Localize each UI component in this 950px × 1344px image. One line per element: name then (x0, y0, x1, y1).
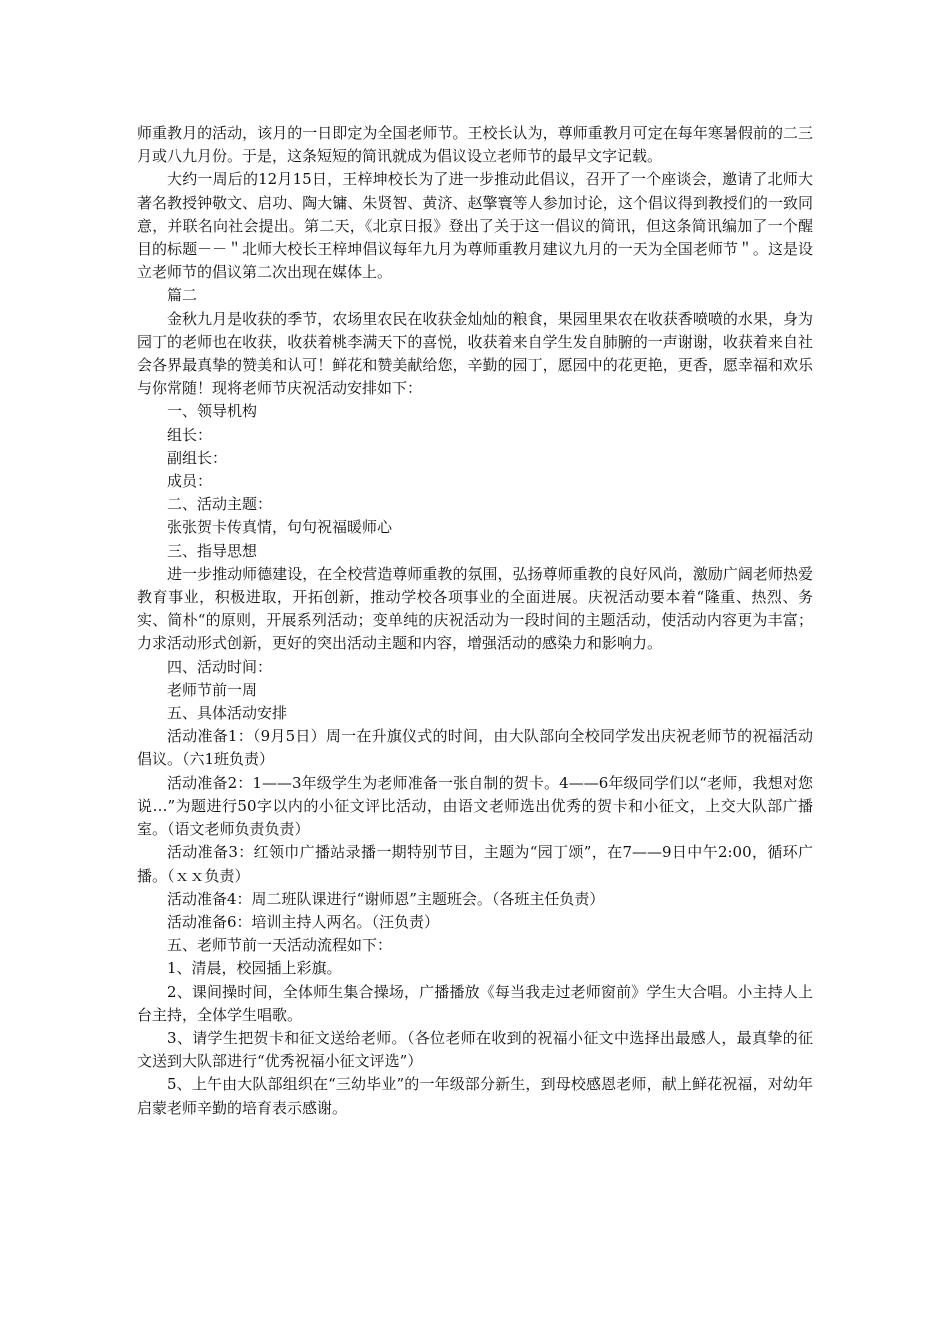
heading-activity-time: 四、活动时间： (167, 657, 273, 676)
flow-item-5: 5、上午由大队部组织在“三幼毕业”的一年级部分新生，到母校感恩老师，献上鲜花祝福，对幼年启蒙老师辛勤的培育表示感谢。 (137, 1075, 813, 1117)
flow-item-2: 2、课间操时间，全体师生集合操场，广播播放《每当我走过老师窗前》学生大合唱。小主持人上台主持，全体学生唱歌。 (137, 982, 813, 1024)
heading-day-before-flow: 五、老师节前一天活动流程如下： (167, 936, 393, 955)
item-members: 成员： (167, 472, 213, 491)
theme-text: 张张贺卡传真情，句句祝福暖师心 (167, 518, 393, 537)
preparation-item-3: 活动准备3：红领巾广播站录播一期特别节目，主题为“园丁颂”，在7——9日中午2:00，循环广播。（ｘｘ负责） (137, 843, 813, 885)
heading-theme: 二、活动主题： (167, 495, 273, 514)
item-team-leader: 组长： (167, 425, 213, 444)
item-deputy-leader: 副组长： (167, 448, 228, 467)
flow-item-3: 3、请学生把贺卡和征文送给老师。（各位老师在收到的祝福小征文中选择出最感人，最真挚的征文送到大队部进行“优秀祝福小征文评选”） (137, 1028, 813, 1071)
preparation-item-2: 活动准备2：1——3年级学生为老师准备一张自制的贺卡。4——6年级同学们以“老师，我想对您说…”为题进行50字以内的小征文评比活动，由语文老师选出优秀的贺卡和小征文，上交大队部广播室。（语文老师负责负责） (137, 773, 813, 839)
flow-item-1: 1、清晨，校园插上彩旗。 (167, 959, 342, 978)
preparation-item-4: 活动准备4：周二班队课进行“谢师恩”主题班会。（各班主任负责） (167, 889, 605, 908)
preparation-item-6: 活动准备6：培训主持人两名。（汪负责） (167, 912, 440, 931)
document-page (137, 122, 813, 1120)
preparation-item-1: 活动准备1：（9月5日）周一在升旗仪式的时间，由大队部向全校同学发出庆祝老师节的祝福活动倡议。（六1班负责） (137, 727, 813, 769)
heading-guiding-idea: 三、指导思想 (167, 541, 258, 560)
paragraph-guiding-idea: 进一步推动师德建设，在全校营造尊师重教的氛围，弘扬尊师重教的良好风尚，激励广阔老师热爱教育事业，积极进取，开拓创新，推动学校各项事业的全面进展。庆祝活动要本着“隆重、热烈、务实、简朴“的原则，开展系列活动；变单纯的庆祝活动为一段时间的主题活动，使活动内容更为丰富；力求活动形式创新，更好的突出活动主题和内容，增强活动的感染力和影响力。 (137, 564, 813, 653)
paragraph-continuation: 师重教月的活动，该月的一日即定为全国老师节。王校长认为，尊师重教月可定在每年寒暑假前的二三月或八九月份。于是，这条短短的简讯就成为倡议设立老师节的最早文字记载。 (137, 124, 813, 166)
section-heading-part-two: 篇二 (167, 286, 198, 305)
paragraph-introduction: 金秋九月是收获的季节，农场里农民在收获金灿灿的粮食，果园里果农在收获香喷喷的水果，身为园丁的老师也在收获，收获着桃李满天下的喜悦，收获着来自学生发自肺腑的一声谢谢，收获着来自社会各界最真挚的赞美和认可！鲜花和赞美献给您，辛勤的园丁，愿园中的花更艳，更香，愿幸福和欢乐与你常随！现将老师节庆祝活动安排如下： (137, 309, 813, 398)
heading-leadership: 一、领导机构 (167, 402, 258, 421)
heading-activity-arrangement: 五、具体活动安排 (167, 704, 288, 723)
activity-time-text: 老师节前一周 (167, 680, 258, 699)
paragraph-proposal-history: 大约一周后的12月15日，王梓坤校长为了进一步推动此倡议，召开了一个座谈会，邀请了北师大著名教授钟敬文、启功、陶大镛、朱贤智、黄济、赵擎寰等人参加讨论，这个倡议得到教授们的一致同意，并联名向社会提出。第二天，《北京日报》登出了关于这一倡议的简讯，但这条简讯编加了一个醒目的标题－－＂北师大校长王梓坤倡议每年九月为尊师重教月建议九月的一天为全国老师节＂。这是设立老师节的倡议第二次出现在媒体上。 (137, 170, 813, 282)
